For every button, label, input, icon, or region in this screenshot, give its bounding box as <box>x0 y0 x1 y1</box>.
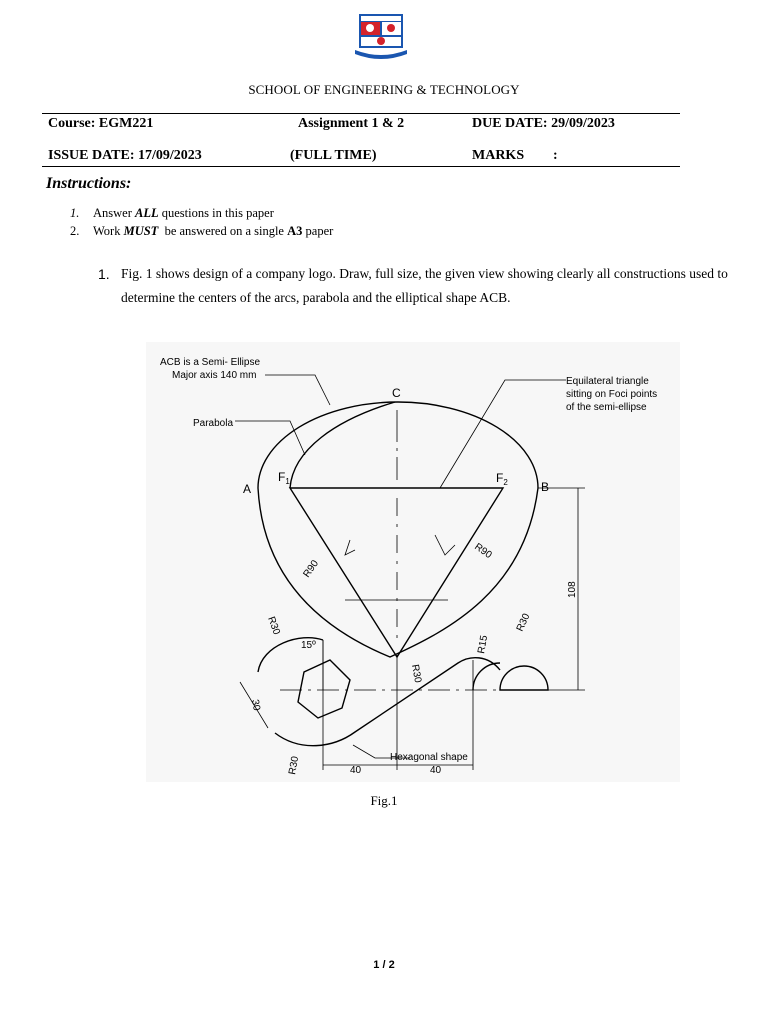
dim-r15: R15 <box>476 634 491 655</box>
marks-label: MARKS <box>472 148 525 163</box>
dim-r30-top-left: R30 <box>265 615 282 637</box>
instruction-item-2 <box>70 224 470 240</box>
label-f1: $F_1$ <box>278 470 290 486</box>
label-a: A <box>243 482 252 496</box>
school-name: SCHOOL OF ENGINEERING & TECHNOLOGY <box>248 82 520 97</box>
r90-arcs <box>258 488 538 657</box>
label-b: B <box>541 480 550 494</box>
logo-technical-drawing <box>146 342 680 782</box>
instruction-number: 1. <box>70 206 80 220</box>
instructions-title: Instructions: <box>46 175 132 192</box>
label-f2: $F_2$ <box>496 471 508 487</box>
jaw-lower-curve <box>275 658 500 746</box>
dim-108: 108 <box>567 581 578 598</box>
figure-1-drawing <box>146 342 680 782</box>
note-hexagonal-shape: Hexagonal shape <box>390 752 468 763</box>
instruction-number: 2. <box>70 224 80 238</box>
note-major-axis: Major axis 140 mm <box>172 370 257 381</box>
label-c: C <box>392 386 401 400</box>
dim-r90-right: R90 <box>472 541 494 561</box>
instruction-item-1 <box>70 206 470 222</box>
marks-colon: : <box>553 148 558 163</box>
header-bottom-rule <box>42 166 680 167</box>
dim-r30-right: R30 <box>514 611 533 634</box>
question-text: Fig. 1 shows design of a company logo. Draw, full size, the given view showing clearly all constructions used to determine the centers of the arcs, parabola and the elliptical shape ACB. <box>121 266 728 305</box>
parabola-curve <box>290 402 395 488</box>
figure-caption: Fig.1 <box>370 793 398 808</box>
note-semi-ellipse: ACB is a Semi- Ellipse <box>160 357 261 368</box>
due-date: DUE DATE: 29/09/2023 <box>472 116 615 131</box>
instruction-text: Answer ALL questions in this paper <box>93 206 274 220</box>
university-logo <box>351 12 411 62</box>
assignment-title: Assignment 1 & 2 <box>298 116 405 131</box>
dim-30: 30 <box>249 698 262 712</box>
note-triangle-line2: sitting on Foci points <box>566 389 658 400</box>
header-top-rule <box>42 113 680 114</box>
r15-arc <box>473 663 500 690</box>
dim-r30-center: R30 <box>409 663 424 684</box>
dim-r90-left: R90 <box>301 558 321 580</box>
instruction-text: Work MUST be answered on a single A3 paper <box>93 224 334 238</box>
hexagonal-shape <box>298 660 350 718</box>
course-code: Course: EGM221 <box>48 116 154 131</box>
r30-right-arc <box>500 666 548 690</box>
note-parabola: Parabola <box>193 418 234 429</box>
dim-angle-15: 15º <box>301 640 316 651</box>
dim-40-right: 40 <box>430 765 442 776</box>
note-triangle-line3: of the semi-ellipse <box>566 402 647 413</box>
page-number: 1 / 2 <box>373 959 395 971</box>
equilateral-triangle <box>290 488 503 657</box>
note-triangle-line1: Equilateral triangle <box>566 376 649 387</box>
issue-date: ISSUE DATE: 17/09/2023 <box>48 148 202 163</box>
study-mode: (FULL TIME) <box>290 148 377 163</box>
dim-40-left: 40 <box>350 765 362 776</box>
dim-r30-bottom: R30 <box>287 755 302 776</box>
question-number: 1. <box>98 266 110 282</box>
